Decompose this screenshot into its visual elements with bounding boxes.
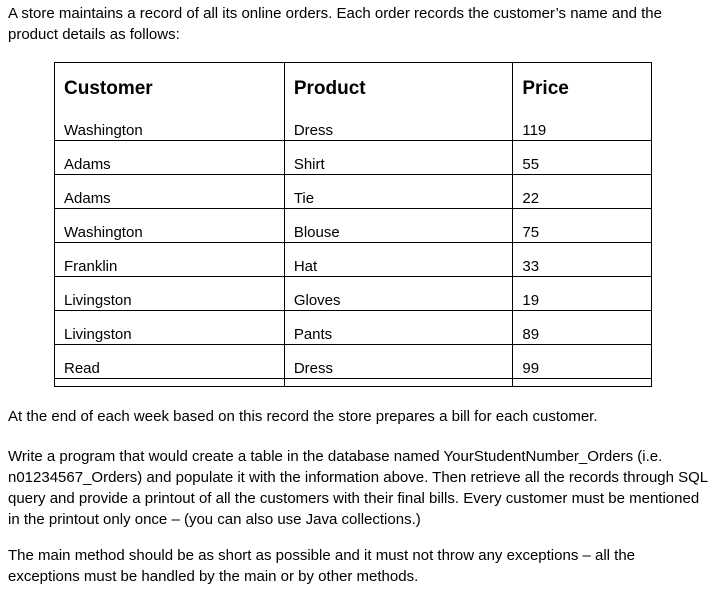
header-customer: Customer: [64, 78, 153, 99]
main-method-paragraph: The main method should be as short as possible and it must not throw any exceptions – all the exceptions must be handled by the main or by other methods.: [8, 547, 636, 585]
cell-product: Dress: [284, 352, 513, 387]
cell-product: Tie: [284, 182, 513, 216]
program-instructions-paragraph: Write a program that would create a table in the database named YourStudentNumber_Orders (i.e. n01234567_Orders) and populate it with the information above. Then retrieve all the records through SQL query and provide a printout of all the customers with their final bills. Every customer must be mentioned in the printout only once – (you can also use Java collections.): [8, 448, 708, 528]
cell-price: 19: [513, 284, 652, 318]
table-row: [55, 318, 652, 352]
table-row: [55, 284, 652, 318]
cell-customer: Adams: [55, 148, 285, 182]
cell-customer: Livingston: [55, 284, 285, 318]
cell-price: 55: [513, 148, 652, 182]
cell-product: Hat: [284, 250, 513, 284]
table-row: [55, 250, 652, 284]
cell-product: Blouse: [284, 216, 513, 250]
cell-product: Shirt: [284, 148, 513, 182]
cell-price: 89: [513, 318, 652, 352]
intro-paragraph: A store maintains a record of all its online orders. Each order records the customer’s name and the product details as follows:: [8, 5, 662, 43]
orders-table: [54, 62, 652, 387]
cell-price: 119: [513, 114, 652, 148]
cell-price: 22: [513, 182, 652, 216]
cell-product: Gloves: [284, 284, 513, 318]
cell-customer: Franklin: [55, 250, 285, 284]
cell-price: 75: [513, 216, 652, 250]
header-price: Price: [513, 63, 652, 115]
cell-price: 33: [513, 250, 652, 284]
cell-product: Dress: [284, 114, 513, 148]
table-row: [55, 114, 652, 148]
cell-product: Pants: [284, 318, 513, 352]
cell-customer: Washington: [55, 114, 285, 148]
cell-customer: Livingston: [55, 318, 285, 352]
table-row: [55, 182, 652, 216]
table-header-row: [55, 63, 652, 115]
table-row: [55, 148, 652, 182]
table-row: [55, 352, 652, 387]
cell-customer: Read: [55, 352, 285, 387]
cell-customer: Adams: [55, 182, 285, 216]
week-bill-paragraph: At the end of each week based on this record the store prepares a bill for each customer.: [8, 408, 598, 425]
header-product: Product: [284, 63, 513, 115]
cell-customer: Washington: [55, 216, 285, 250]
table-row: [55, 216, 652, 250]
cell-price: 99: [513, 352, 652, 387]
